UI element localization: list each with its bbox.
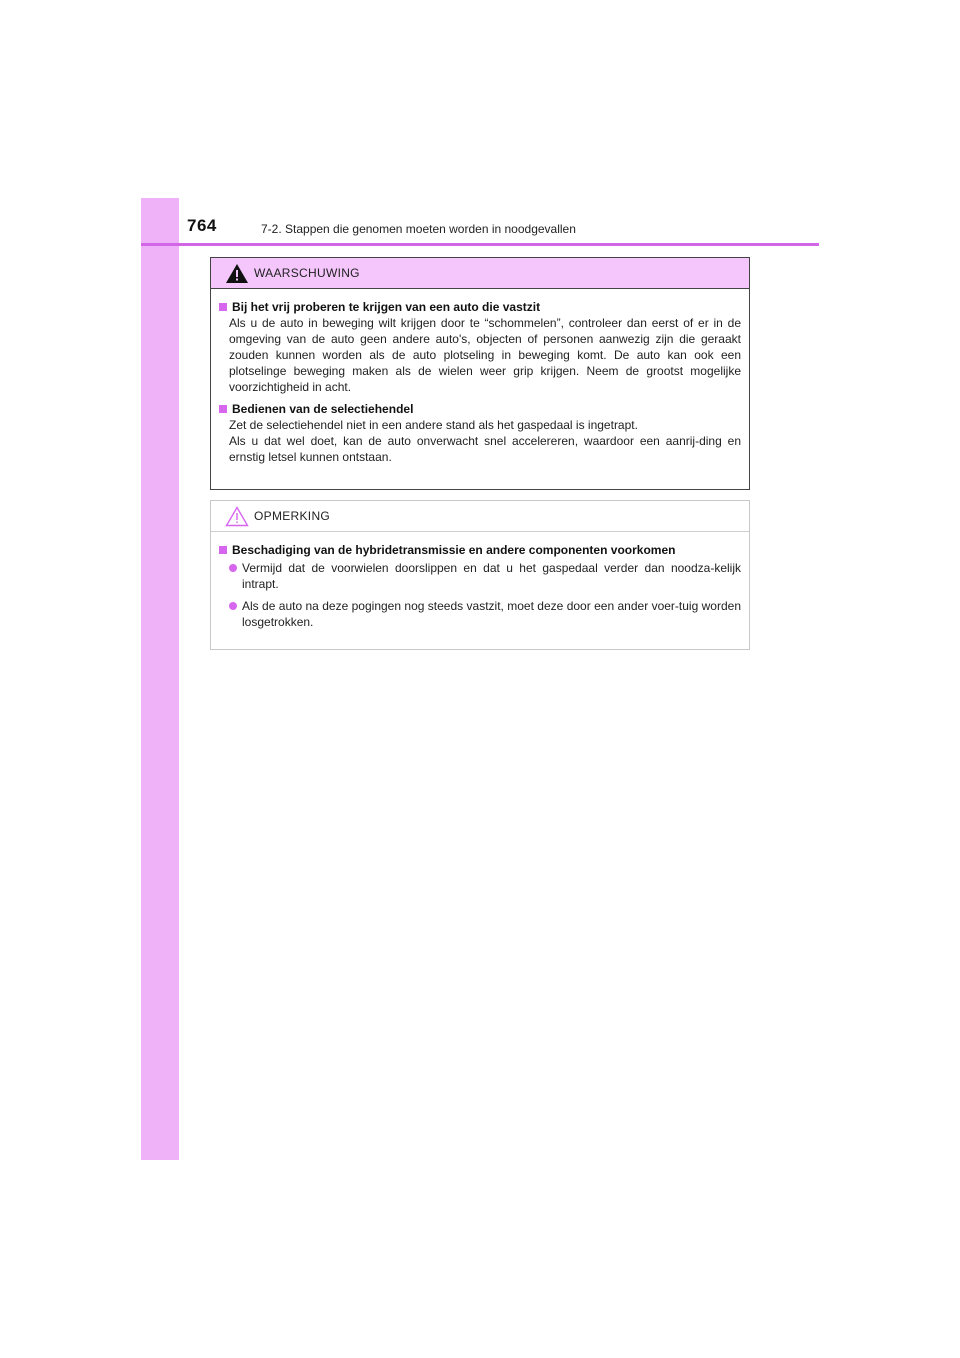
notice-box [210,500,750,650]
square-bullet-icon [219,546,227,554]
section-heading-text: Bedienen van de selectiehendel [232,402,414,416]
round-bullet-icon [229,564,237,572]
header-rule [141,243,819,246]
list-item [229,598,741,630]
notice-section-heading [219,542,741,558]
section-heading-text: Bij het vrij proberen te krijgen van een auto die vastzit [232,300,541,314]
list-item-text: Vermijd dat de voorwielen doorslippen en dat u het gaspedaal verder dan noodza-kelijk intrapt. [242,561,741,591]
section-heading-text: Beschadiging van de hybridetransmissie en andere componenten voorkomen [232,543,676,557]
warning-section-heading [219,401,741,417]
square-bullet-icon [219,405,227,413]
warning-section-heading [219,299,741,315]
warning-paragraph: Als u dat wel doet, kan de auto onverwacht snel accelereren, waardoor een aanrij-ding en ernstig letsel kunnen ontstaan. [229,434,741,464]
chapter-side-strip [141,198,179,1160]
warning-paragraph: Als u de auto in beweging wilt krijgen door te “schommelen”, controleer dan eerst of er in de omgeving van de auto geen andere auto's, objecten of personen aanwezig zijn die geraakt zouden kunnen worden als de auto plotseling in beweging komt. De auto kan ook een plotselinge beweging maken als de wielen weer grip krijgen. Neem de grootst mogelijke voorzichtigheid in acht. [229,316,741,394]
caution-triangle-outline-icon [225,506,249,527]
list-item [229,560,741,592]
list-item-text: Als de auto na deze pogingen nog steeds vastzit, moet deze door een ander voer-tuig worden losgetrokken. [242,599,741,629]
notice-title: OPMERKING [254,509,331,523]
warning-paragraph: Zet de selectiehendel niet in een andere stand als het gaspedaal is ingetrapt. [229,418,638,432]
square-bullet-icon [219,303,227,311]
round-bullet-icon [229,602,237,610]
warning-title: WAARSCHUWING [254,266,360,280]
page-number: 764 [187,216,217,235]
running-header: 7-2. Stappen die genomen moeten worden in noodgevallen [261,222,576,236]
notice-body [211,532,749,630]
warning-header [211,258,749,289]
warning-box [210,257,750,490]
warning-body [211,289,749,465]
warning-triangle-icon [225,263,249,284]
notice-header [211,501,749,532]
